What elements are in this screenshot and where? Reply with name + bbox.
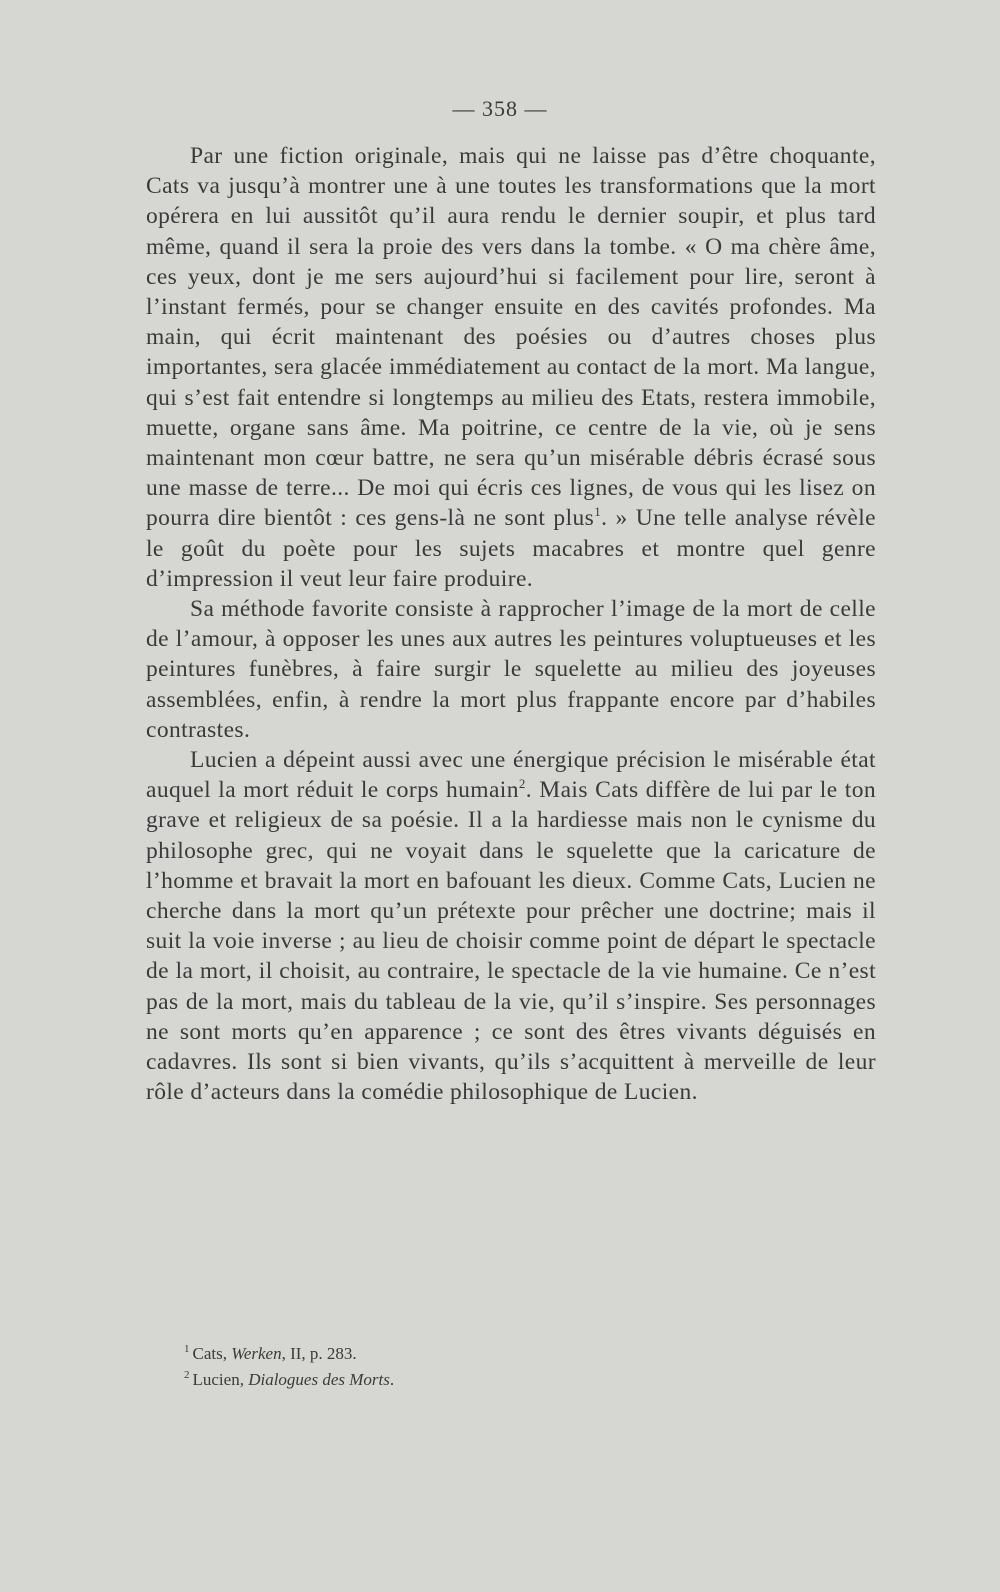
footnote-1-text-b: , II, p. 283. [281, 1344, 357, 1363]
footnote-1-mark: 1 [184, 1343, 190, 1356]
footnote-ref-1: 1 [594, 504, 602, 520]
footnote-2-title: Dialogues des Morts [248, 1370, 390, 1389]
paragraph-1 [146, 141, 876, 594]
page-number: — 358 — [452, 96, 548, 121]
footnote-ref-2: 2 [518, 776, 526, 792]
footnote-2-mark: 2 [184, 1369, 190, 1382]
body-text [146, 141, 876, 1108]
paragraph-3-text-b: . Mais Cats diffère de lui par le ton grave et religieux de sa poésie. Il a la hardiesse mais non le cynisme du philosophe grec, qui ne voyait dans le squelette que la caricature de l’homme et bravait la mort en bafouant les dieux. Comme Cats, Lucien ne cherche dans la mort qu’un prétexte pour prêcher une doctrine; mais il suit la voie inverse ; au lieu de choisir comme point de départ le spectacle de la mort, il choisit, au contraire, le spectacle de la vie humaine. Ce n’est pas de la mort, mais du tableau de la vie, qu’il s’inspire. Ses personnages ne sont morts qu’en apparence ; ce sont des êtres vivants déguisés en cadavres. Ils sont si bien vivants, qu’ils s’acquittent à merveille de leur rôle d’acteurs dans la comédie philosophique de Lucien. [146, 777, 876, 1106]
paragraph-1-text-b: . » Une telle analyse révèle le goût du poète pour les sujets macabres et montre quel genre d’impression il veut leur faire produire. [146, 505, 876, 592]
paragraph-3 [146, 745, 876, 1107]
paragraph-2 [146, 594, 876, 745]
footnote-1 [184, 1341, 784, 1367]
paragraph-1-text-a: Par une fiction originale, mais qui ne laisse pas d’être choquante, Cats va jusqu’à montrer une à une toutes les transformations que la mort opérera en lui aussitôt qu’il aura rendu le dernier soupir, et plus tard même, quand il sera la proie des vers dans la tombe. « O ma chère âme, ces yeux, dont je me sers aujourd’hui si facilement pour lire, seront à l’instant fermés, pour se changer ensuite en des cavités profondes. Ma main, qui écrit maintenant des poésies ou d’autres choses plus importantes, sera glacée immédiatement au contact de la mort. Ma langue, qui s’est fait entendre si longtemps au milieu des Etats, restera immobile, muette, organe sans âme. Ma poitrine, ce centre de la vie, où je sens maintenant mon cœur battre, ne sera qu’un misérable débris écrasé sous une masse de terre... De moi qui écris ces lignes, de vous qui les lisez on pourra dire bientôt : ces gens-là ne sont plus [146, 143, 876, 532]
footnote-2-text-b: . [389, 1370, 395, 1389]
footnote-1-text-a: Cats, [192, 1344, 232, 1363]
footnote-2-text-a: Lucien, [192, 1370, 249, 1389]
paragraph-2-text: Sa méthode favorite consiste à rapprocher l’image de la mort de celle de l’amour, à opposer les unes aux autres les peintures voluptueuses et les peintures funèbres, à faire surgir le squelette au milieu des joyeuses assemblées, enfin, à rendre la mort plus frappante encore par d’habiles contrastes. [146, 596, 876, 743]
paragraph-3-text-a: Lucien a dépeint aussi avec une énergique précision le misérable état auquel la mort réduit le corps humain [146, 747, 876, 804]
footnotes [184, 1341, 784, 1393]
footnote-1-title: Werken [231, 1344, 282, 1363]
footnote-2 [184, 1367, 784, 1393]
